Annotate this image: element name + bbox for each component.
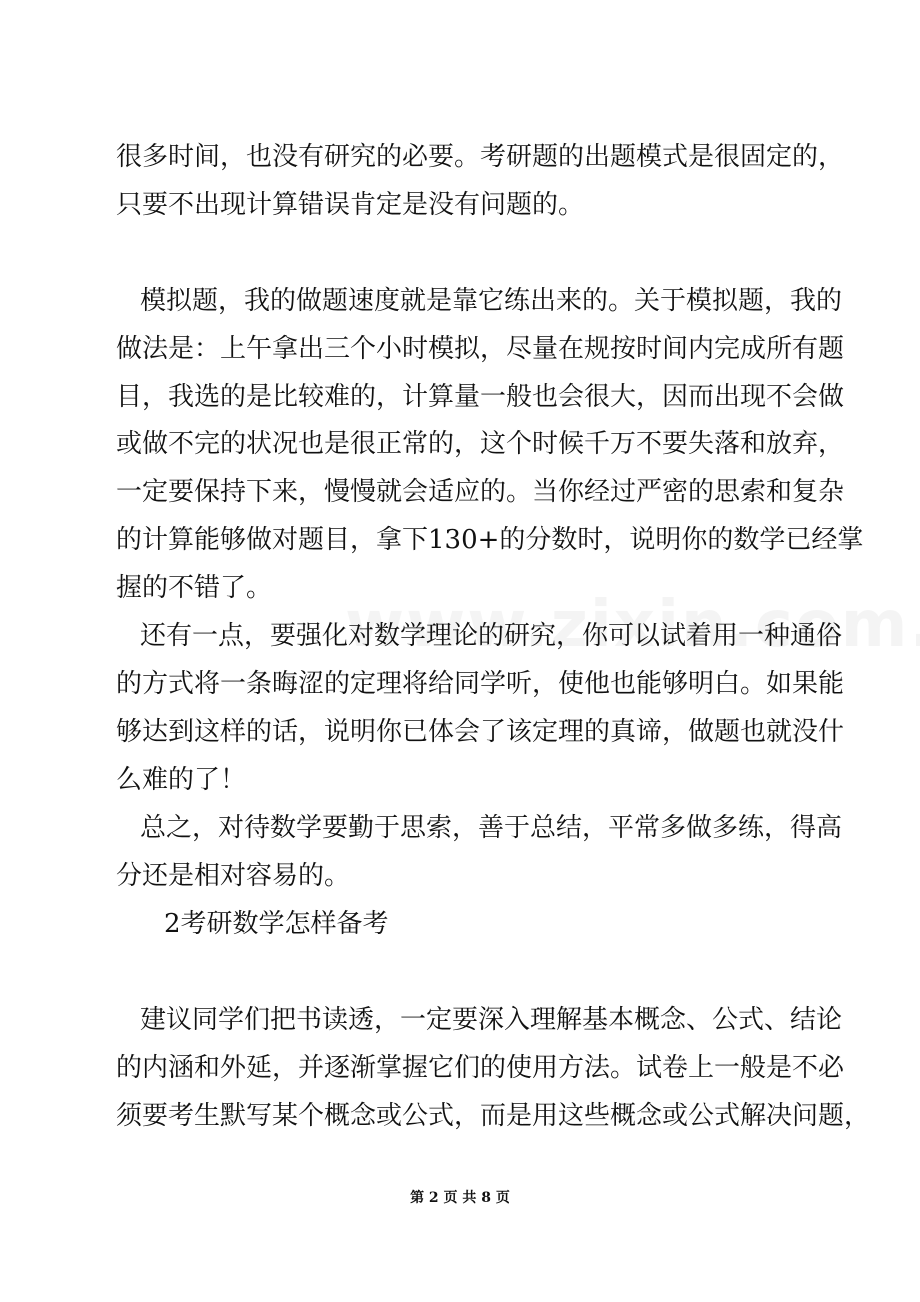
text-line: 总之，对待数学要勤于思索，善于总结，平常多做多练，得高 [140, 813, 843, 843]
text-line: 做法是：上午拿出三个小时模拟，尽量在规按时间内完成所有题 [116, 334, 845, 364]
text-line: 的内涵和外延，并逐渐掌握它们的使用方法。试卷上一般是不必 [116, 1053, 845, 1083]
text-line: 还有一点，要强化对数学理论的研究，你可以试着用一种通俗 [140, 621, 843, 651]
text-line: 一定要保持下来，慢慢就会适应的。当你经过严密的思索和复杂 [116, 477, 845, 507]
page-footer: 第 2 页 共 8 页 [410, 1190, 510, 1206]
text-line: 模拟题，我的做题速度就是靠它练出来的。关于模拟题，我的 [140, 286, 843, 316]
text-line: 握的不错了。 [116, 573, 273, 603]
text-line: 须要考生默写某个概念或公式，而是用这些概念或公式解决问题， [116, 1101, 871, 1131]
text-line: 够达到这样的话，说明你已体会了该定理的真谛，做题也就没什 [116, 717, 845, 747]
text-line: 建议同学们把书读透，一定要深入理解基本概念、公式、结论 [140, 1005, 843, 1035]
text-line: 么难的了！ [116, 765, 247, 795]
text-line: 或做不完的状况也是很正常的，这个时候千万不要失落和放弃， [116, 429, 845, 459]
text-line: 只要不出现计算错误肯定是没有问题的。 [116, 190, 585, 220]
text-line: 分还是相对容易的。 [116, 861, 351, 891]
text-line: 很多时间，也没有研究的必要。考研题的出题模式是很固定的， [116, 142, 845, 172]
section-heading: 2考研数学怎样备考 [164, 909, 389, 939]
text-line: 的计算能够做对题目，拿下130+的分数时，说明你的数学已经掌 [116, 525, 864, 555]
text-line: 目，我选的是比较难的，计算量一般也会很大，因而出现不会做 [116, 382, 845, 412]
text-line: 的方式将一条晦涩的定理将给同学听，使他也能够明白。如果能 [116, 669, 845, 699]
